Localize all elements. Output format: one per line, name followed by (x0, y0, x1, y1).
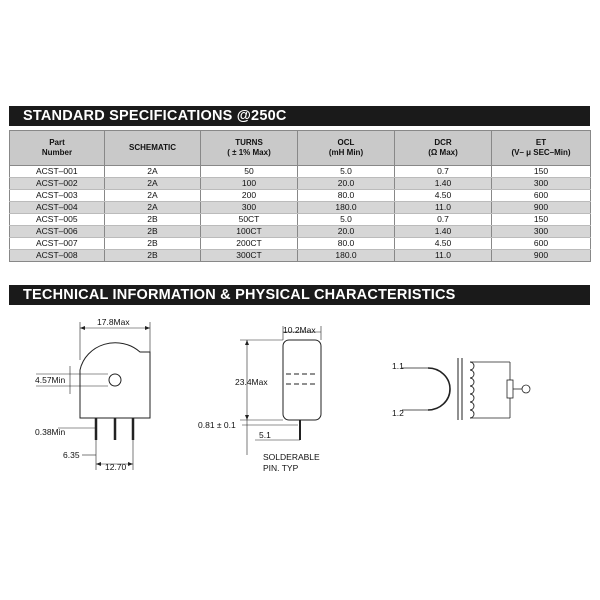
front-view (36, 322, 150, 470)
table-cell: ACST–007 (10, 238, 105, 250)
pin2-label: 1.2 (392, 408, 404, 418)
meter-icon (522, 385, 530, 393)
table-row (10, 238, 591, 250)
col-header-dcr: DCR (Ω Max) (395, 131, 492, 166)
table-cell: 2A (105, 202, 201, 214)
table-row (10, 214, 591, 226)
table-cell: 300 (492, 226, 591, 238)
table-cell: 20.0 (298, 226, 395, 238)
secondary-coil (470, 362, 474, 418)
table-cell: 300 (201, 202, 298, 214)
table-row (10, 166, 591, 178)
table-cell: 0.7 (395, 166, 492, 178)
table-cell: 180.0 (298, 250, 395, 262)
table-cell: 900 (492, 250, 591, 262)
note-solderable: SOLDERABLE (263, 452, 320, 462)
pin1-label: 1.1 (392, 361, 404, 371)
col-header-ocl: OCL (mH Min) (298, 131, 395, 166)
table-cell: 1.40 (395, 226, 492, 238)
table-cell: 20.0 (298, 178, 395, 190)
table-cell: 0.7 (395, 214, 492, 226)
table-cell: ACST–004 (10, 202, 105, 214)
dim-pin-length: 5.1 (259, 430, 271, 440)
table-cell: 5.0 (298, 166, 395, 178)
table-cell: 11.0 (395, 250, 492, 262)
table-cell: 2A (105, 190, 201, 202)
table-cell: 4.50 (395, 190, 492, 202)
table-row (10, 190, 591, 202)
table-cell: ACST–006 (10, 226, 105, 238)
dim-front-width: 17.8Max (97, 317, 130, 327)
table-row (10, 202, 591, 214)
schematic-diagram (402, 358, 530, 420)
table-cell: 50CT (201, 214, 298, 226)
table-cell: 11.0 (395, 202, 492, 214)
table-cell: 150 (492, 214, 591, 226)
table-cell: ACST–001 (10, 166, 105, 178)
table-cell: 1.40 (395, 178, 492, 190)
table-cell: 80.0 (298, 190, 395, 202)
table-cell: 200CT (201, 238, 298, 250)
table-cell: 150 (492, 166, 591, 178)
table-cell: 50 (201, 166, 298, 178)
col-header-schematic: SCHEMATIC (105, 131, 201, 166)
table-cell: 180.0 (298, 202, 395, 214)
table-cell: 100 (201, 178, 298, 190)
table-cell: 2A (105, 166, 201, 178)
table-cell: 80.0 (298, 238, 395, 250)
tech-section-title: TECHNICAL INFORMATION & PHYSICAL CHARACTERISTICS (9, 285, 590, 305)
table-row (10, 226, 591, 238)
specs-section-title: STANDARD SPECIFICATIONS @250C (9, 106, 590, 126)
dim-side-width: 10.2Max (283, 325, 316, 335)
table-cell: 300CT (201, 250, 298, 262)
table-cell: 600 (492, 238, 591, 250)
table-cell: 2A (105, 178, 201, 190)
dim-pin-offset: 6.35 (63, 450, 80, 460)
resistor (507, 380, 513, 398)
table-cell: 200 (201, 190, 298, 202)
table-cell: 2B (105, 238, 201, 250)
col-header-part-number: Part Number (10, 131, 105, 166)
table-cell: 4.50 (395, 238, 492, 250)
table-cell: ACST–003 (10, 190, 105, 202)
table-row (10, 250, 591, 262)
dim-pin-span: 12.70 (105, 462, 127, 472)
dim-hole: 4.57Min (35, 375, 66, 385)
technical-drawing (0, 310, 600, 500)
col-header-turns: TURNS ( ± 1% Max) (201, 131, 298, 166)
table-cell: ACST–005 (10, 214, 105, 226)
table-cell: 900 (492, 202, 591, 214)
dim-height: 23.4Max (235, 377, 268, 387)
table-cell: 600 (492, 190, 591, 202)
table-cell: 300 (492, 178, 591, 190)
table-cell: 5.0 (298, 214, 395, 226)
col-header-et: ET (V– μ SEC–Min) (492, 131, 591, 166)
table-row (10, 178, 591, 190)
table-cell: 2B (105, 214, 201, 226)
table-cell: 2B (105, 226, 201, 238)
table-cell: ACST–002 (10, 178, 105, 190)
note-pin-typ: PIN. TYP (263, 463, 299, 473)
spec-table (9, 130, 591, 262)
dim-pin-dia: 0.81 ± 0.1 (198, 420, 236, 430)
table-cell: 2B (105, 250, 201, 262)
dim-standoff: 0.38Min (35, 427, 66, 437)
table-cell: ACST–008 (10, 250, 105, 262)
table-header-row (10, 131, 591, 166)
side-view (240, 326, 321, 455)
table-cell: 100CT (201, 226, 298, 238)
primary-wire (428, 368, 450, 410)
